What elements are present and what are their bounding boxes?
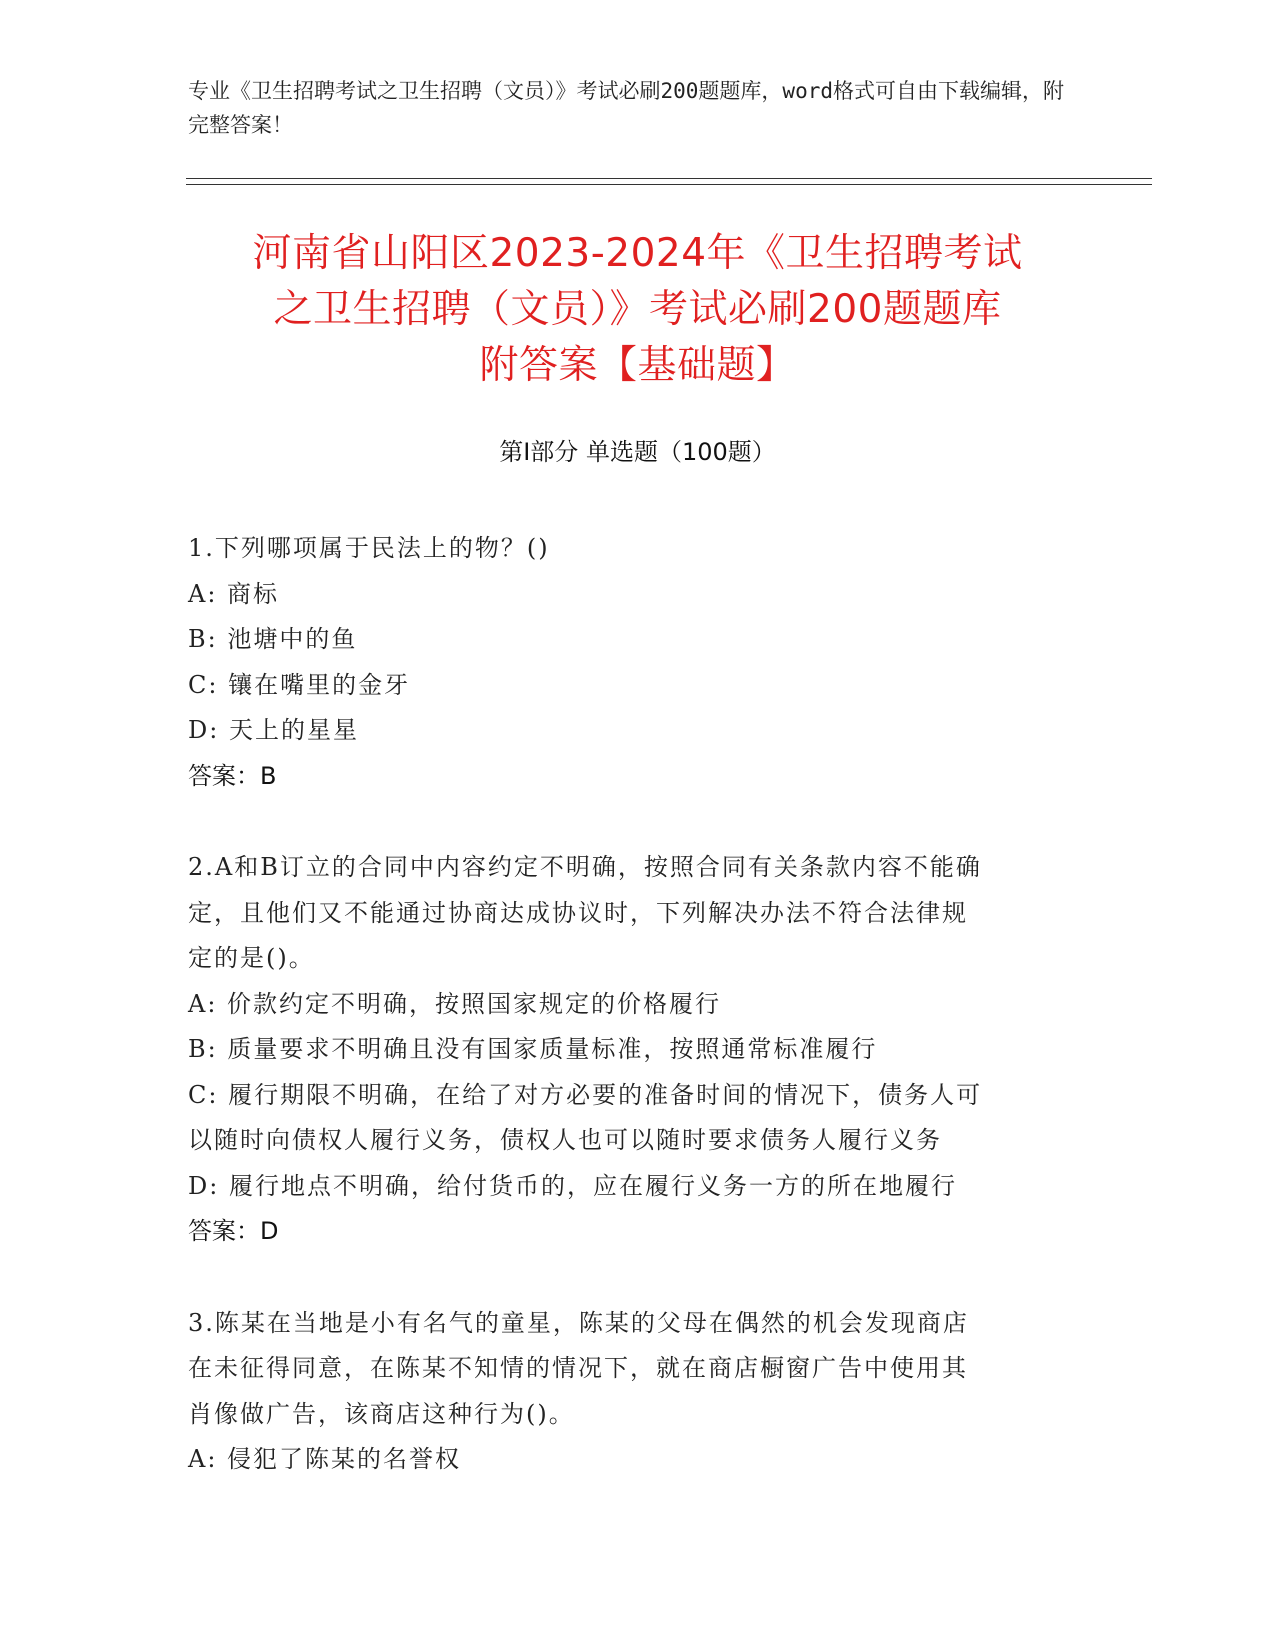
document-title xyxy=(190,226,1085,394)
option-d: D: 天上的星星 xyxy=(188,716,359,744)
question-2 xyxy=(188,845,1078,1255)
question-stem-line: 肖像做广告，该商店这种行为()。 xyxy=(188,1399,575,1428)
question-stem-line: 在未征得同意，在陈某不知情的情况下，就在商店橱窗广告中使用其 xyxy=(188,1354,968,1382)
question-stem-line: 定的是()。 xyxy=(188,944,315,972)
option-c: C: 镶在嘴里的金牙 xyxy=(188,670,411,699)
answer-line: 答案：D xyxy=(188,1217,279,1245)
header-rule-top xyxy=(186,178,1152,179)
option-b: B: 池塘中的鱼 xyxy=(188,625,358,653)
question-stem-line: 2.A和B订立的合同中内容约定不明确，按照合同有关条款内容不能确 xyxy=(188,853,982,881)
header-rule-bottom xyxy=(186,184,1152,185)
question-stem-line: 定，且他们又不能通过协商达成协议时，下列解决办法不符合法律规 xyxy=(188,898,968,927)
question-3 xyxy=(188,1301,1078,1483)
section-heading: 第I部分 单选题（100题） xyxy=(499,438,776,466)
question-1 xyxy=(188,526,1078,799)
question-stem-line: 1.下列哪项属于民法上的物？() xyxy=(188,534,550,562)
title-line-3: 附答案【基础题】 xyxy=(479,343,796,388)
option-a: A: 侵犯了陈某的名誉权 xyxy=(188,1445,462,1473)
option-b: B: 质量要求不明确且没有国家质量标准，按照通常标准履行 xyxy=(188,1035,878,1063)
answer-line: 答案：B xyxy=(188,761,277,790)
question-stem-line: 3.陈某在当地是小有名气的童星，陈某的父母在偶然的机会发现商店 xyxy=(188,1308,969,1337)
option-d: D: 履行地点不明确，给付货币的，应在履行义务一方的所在地履行 xyxy=(188,1171,957,1200)
title-line-2: 之卫生招聘（文员）》考试必刷200题题库 xyxy=(273,287,1002,332)
question-list xyxy=(188,526,1078,1529)
title-line-1: 河南省山阳区2023-2024年《卫生招聘考试 xyxy=(252,231,1023,276)
option-a: A: 价款约定不明确，按照国家规定的价格履行 xyxy=(188,989,722,1018)
option-a: A: 商标 xyxy=(188,579,280,608)
header-note: 专业《卫生招聘考试之卫生招聘（文员）》考试必刷200题题库，word格式可自由下载编辑，附完整答案！ xyxy=(188,79,1064,137)
option-c: C: 履行期限不明确，在给了对方必要的准备时间的情况下，债务人可 xyxy=(188,1080,983,1109)
option-c-continued: 以随时向债权人履行义务，债权人也可以随时要求债务人履行义务 xyxy=(188,1126,942,1154)
